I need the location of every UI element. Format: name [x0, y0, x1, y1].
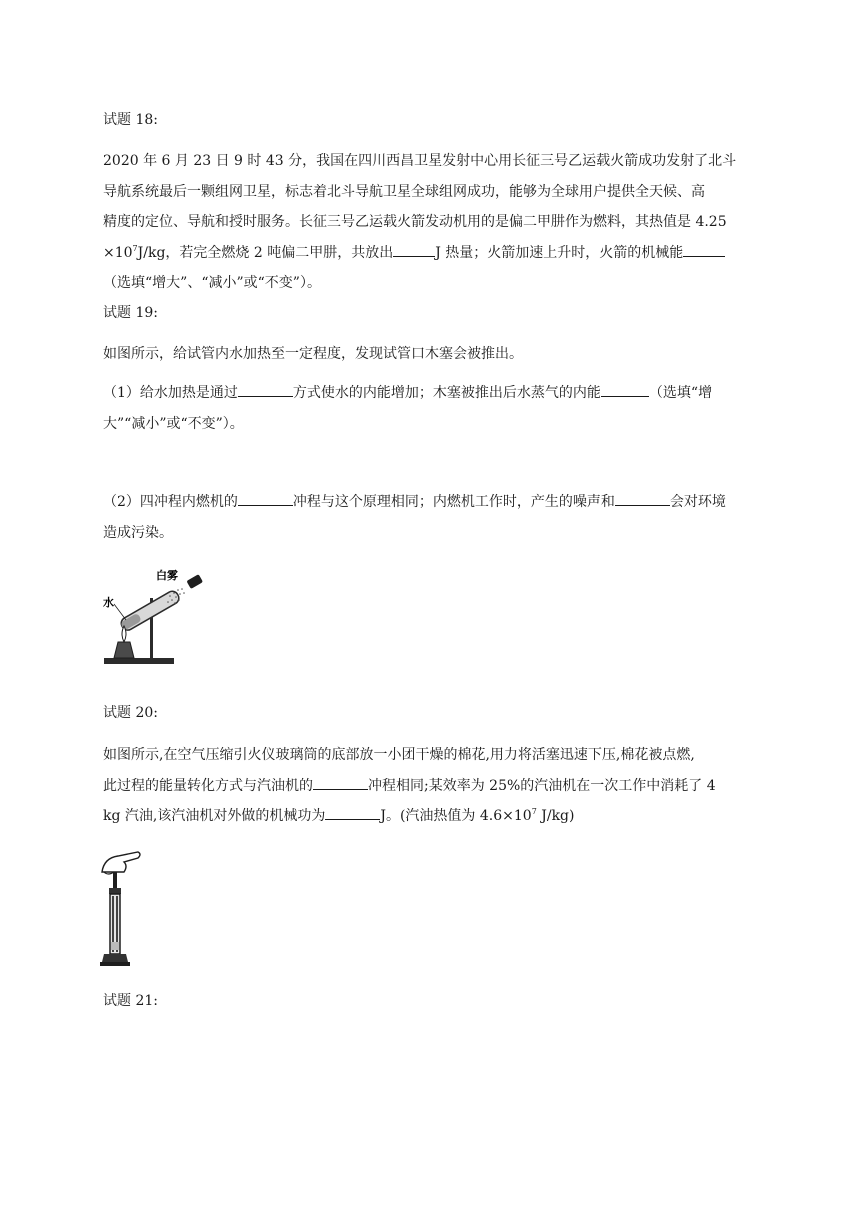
question-20-title: 试题 20: [103, 705, 158, 721]
cylinder-cap [109, 888, 121, 894]
piston-rod [113, 872, 117, 890]
q18-heat-value-base: ×10 [103, 244, 133, 261]
q18-line-4-text-2: J 热量；火箭加速上升时，火箭的机械能 [435, 244, 684, 261]
question-19-title: 试题 19: [103, 305, 158, 321]
q19-blank-pollutant[interactable] [615, 490, 670, 506]
q20-line-3-text-b: J。(汽油热值为 4.6×10 [380, 808, 532, 824]
figure-label-water: 水 [103, 596, 114, 609]
cork-icon [186, 574, 203, 589]
q19-p2-text-a: （2）四冲程内燃机的 [103, 494, 238, 510]
q19-p2-text-b: 冲程与这个原理相同；内燃机工作时，产生的噪声和 [292, 494, 615, 510]
q18-line-5: （选填“增大”、“减小”或“不变”）。 [103, 275, 321, 291]
q20-blank-work[interactable] [325, 804, 380, 820]
q19-intro: 如图所示，给试管内水加热至一定程度，发现试管口木塞会被推出。 [103, 346, 523, 362]
question-19-part-1 [103, 378, 758, 439]
q19-part-2-line-2: 造成污染。 [103, 524, 173, 541]
q19-blank-internal-energy[interactable] [601, 381, 649, 397]
q19-part-1-line-1 [103, 378, 758, 409]
q18-line-2: 导航系统最后一颗组网卫星，标志着北斗导航卫星全球组网成功，能够为全球用户提供全天候、高 [103, 183, 705, 200]
igniter-base [102, 954, 128, 962]
q20-line-1: 如图所示,在空气压缩引火仪玻璃筒的底部放一小团干燥的棉花,用力将活塞迅速下压,棉花被点燃, [103, 747, 695, 763]
q19-blank-stroke[interactable] [238, 490, 293, 506]
question-19-text [103, 339, 758, 370]
q18-blank-heat[interactable] [393, 241, 435, 257]
cotton-icon [111, 942, 119, 950]
hand-icon [102, 852, 140, 872]
q20-line-3-text-c: J/kg) [536, 808, 575, 824]
question-18-title: 试题 18: [103, 112, 158, 128]
q19-p1-text-b: 方式使水的内能增加；木塞被推出后水蒸气的内能 [292, 385, 601, 401]
figure-label-mist: 白雾 [156, 569, 178, 582]
q18-exponent: 7 [132, 243, 138, 253]
q18-line-1: 2020 年 6 月 23 日 9 时 43 分，我国在四川西昌卫星发射中心用长征三号乙运载火箭成功发射了北斗 [103, 153, 737, 169]
q19-p1-text-c: （选填“增 [648, 385, 713, 401]
q18-line-3: 精度的定位、导航和授时服务。长征三号乙运载火箭发动机用的是偏二甲肼作为燃料，其热值是 4.25 [103, 214, 727, 230]
q20-line-2-text-b: 冲程相同;某效率为 25%的汽油机在一次工作中消耗了 4 [368, 777, 716, 794]
q20-line-3-text-a: kg 汽油,该汽油机对外做的机械功为 [103, 808, 326, 824]
q18-blank-mechanical-energy[interactable] [683, 241, 725, 257]
q20-line-2 [103, 771, 758, 802]
q20-exponent: 7 [531, 807, 537, 816]
question-20-text [103, 740, 758, 832]
q20-line-3 [103, 801, 758, 832]
q20-line-2-text-a: 此过程的能量转化方式与汽油机的 [103, 777, 313, 794]
question-19-part-2 [103, 487, 758, 548]
question-18-text [103, 146, 758, 299]
question-21-title: 试题 21: [103, 993, 158, 1009]
q18-line-4 [103, 238, 758, 269]
flame-icon [122, 626, 126, 642]
air-compression-igniter-figure [98, 850, 148, 974]
q18-line-4-text: J/kg，若完全燃烧 2 吨偏二甲肼，共放出 [137, 244, 394, 261]
q19-p1-text-a: （1）给水加热是通过 [103, 385, 238, 401]
q19-blank-method[interactable] [238, 381, 293, 397]
q19-part-2-line-1 [103, 487, 758, 518]
q19-p2-text-c: 会对环境 [669, 494, 726, 510]
alcohol-burner [114, 642, 134, 658]
q19-part-1-line-2: 大”“减小”或“不变”）。 [103, 415, 244, 432]
q20-blank-stroke[interactable] [313, 774, 368, 790]
stand-base [104, 658, 174, 664]
test-tube-heating-figure [100, 562, 210, 670]
